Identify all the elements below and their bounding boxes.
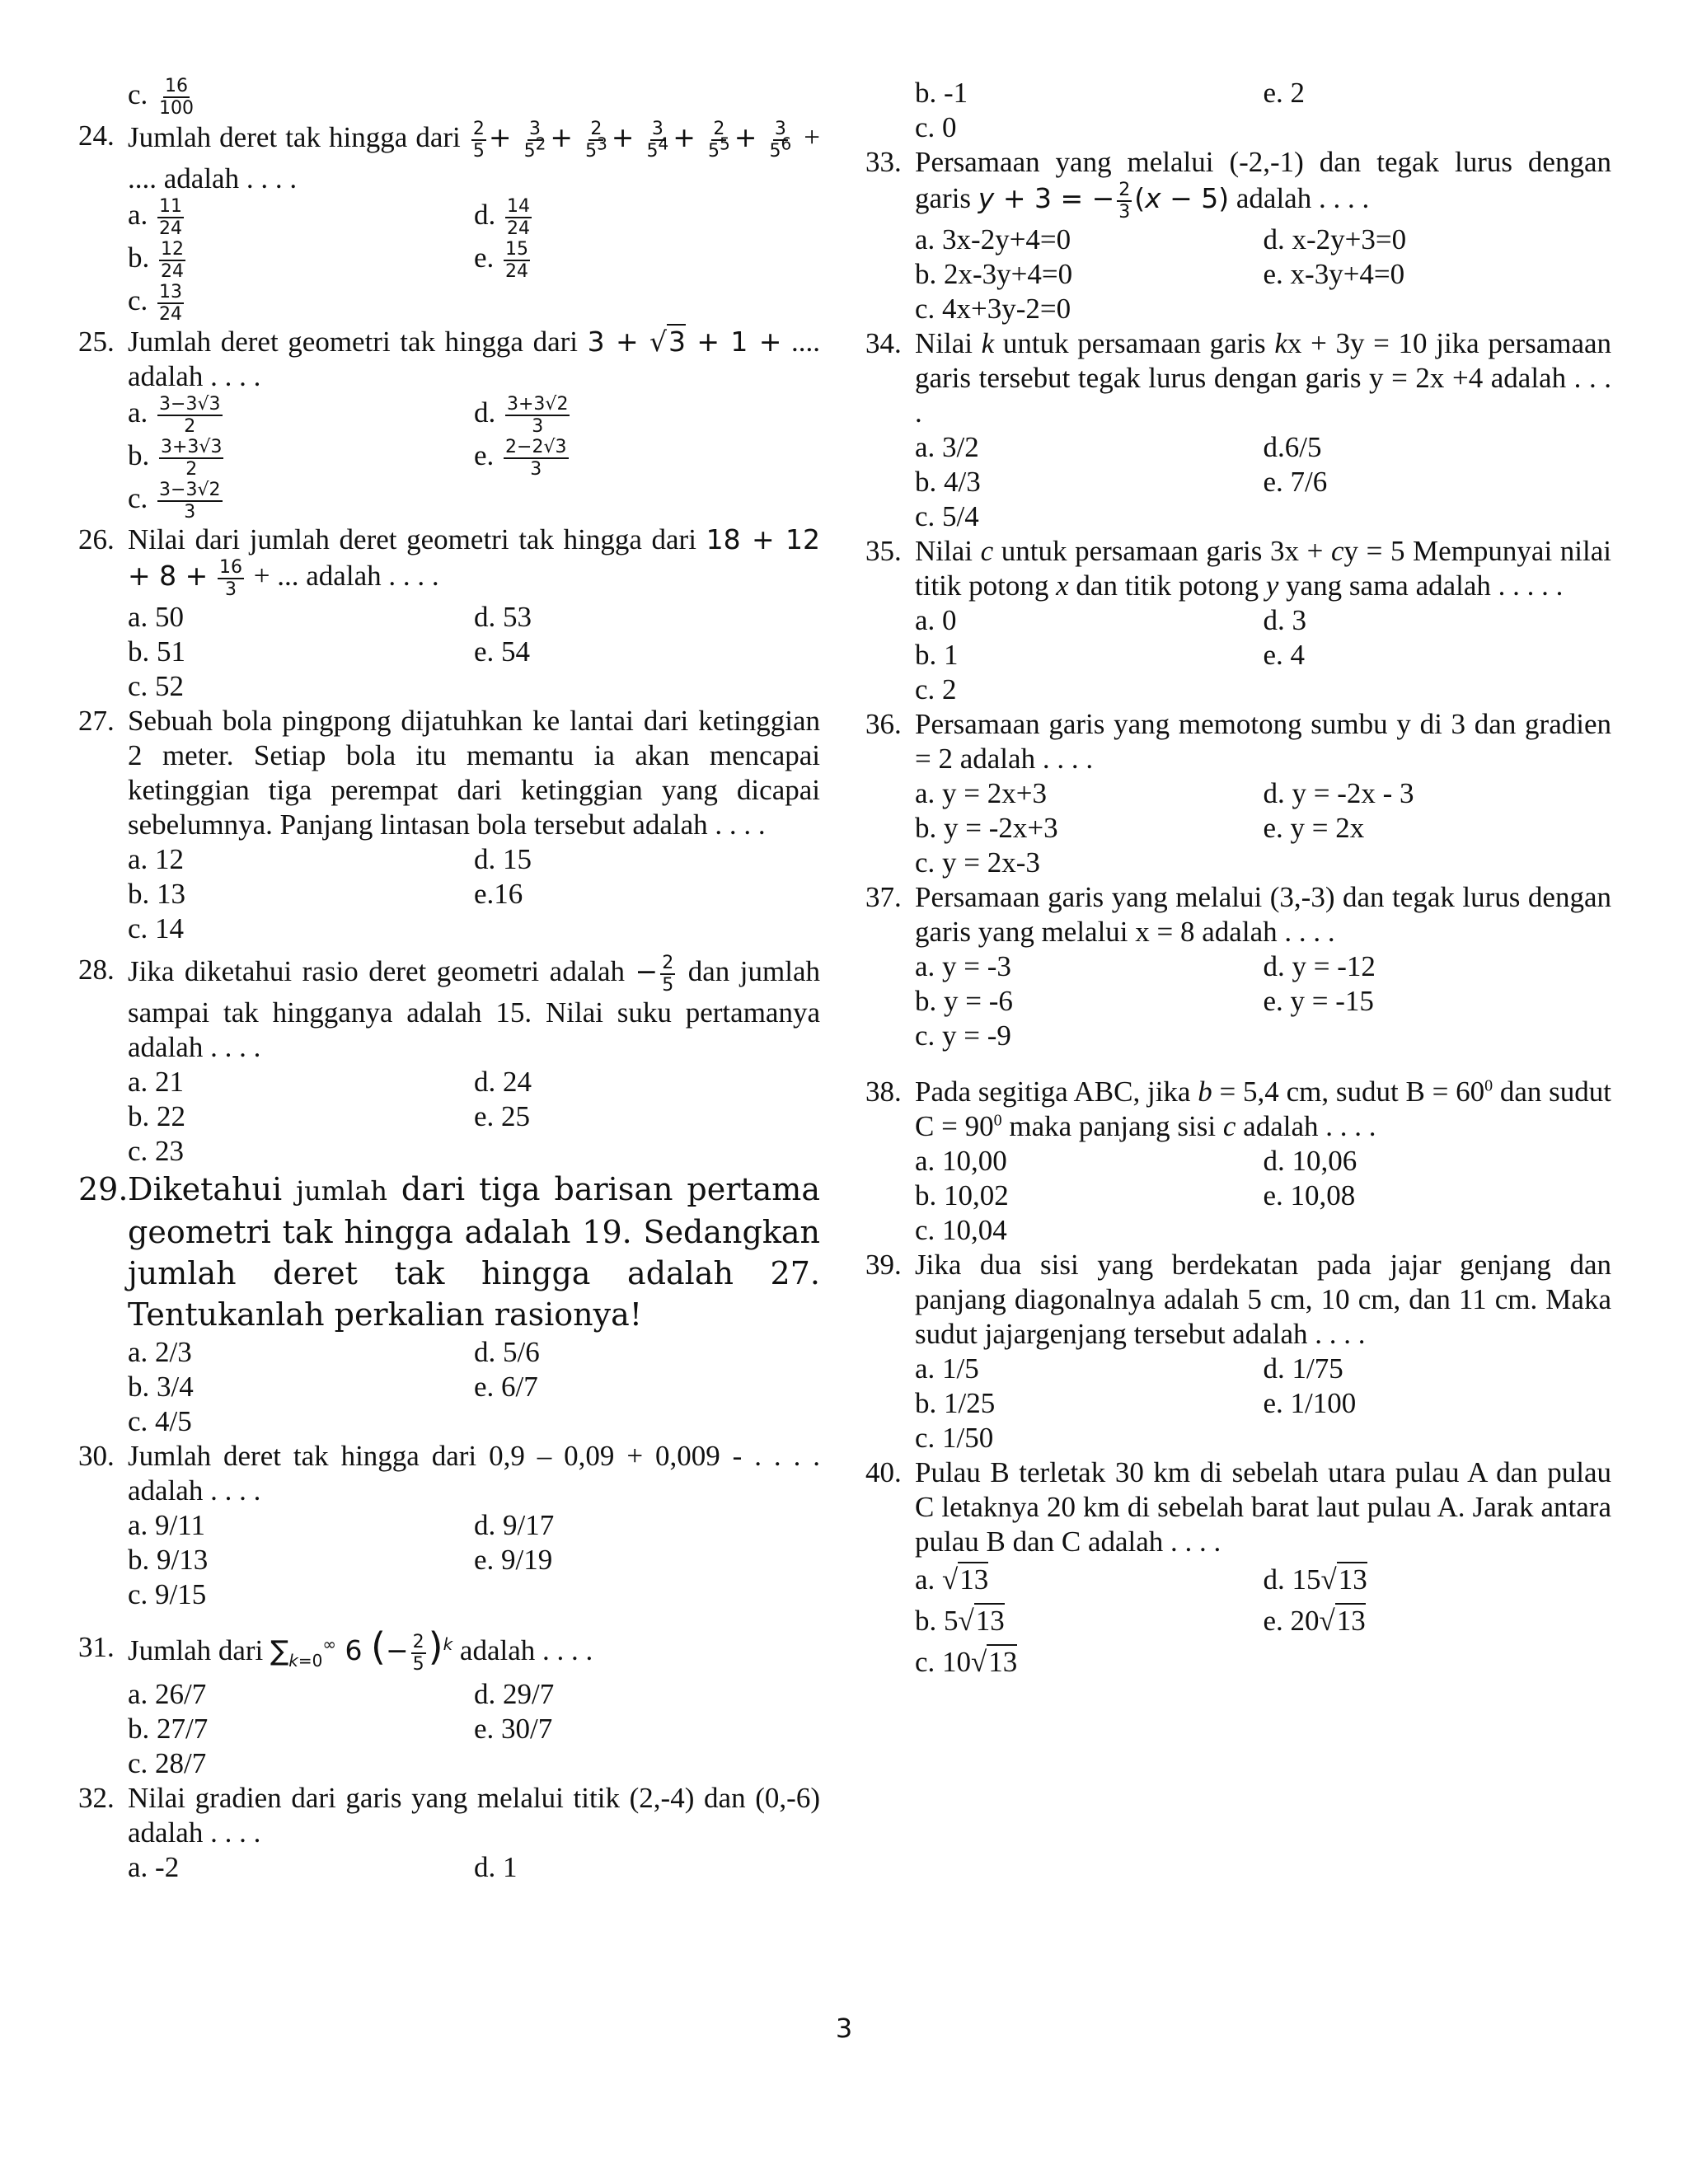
option-c: c. 2 <box>915 673 957 705</box>
question-number: 31. <box>78 1631 115 1663</box>
option-a: a. 12 <box>128 843 185 875</box>
options <box>915 949 1611 1053</box>
question-32-continued <box>865 76 1611 145</box>
question-30 <box>78 1439 820 1612</box>
question-number: 25. <box>78 326 115 358</box>
options <box>128 600 820 704</box>
question-28 <box>78 953 820 1169</box>
option-e: e. x-3y+4=0 <box>1263 258 1405 290</box>
option-e: e. 25 <box>474 1100 531 1132</box>
option-e: e. 30/7 <box>474 1713 553 1745</box>
option-a: a. y = -3 <box>915 950 1011 982</box>
option-d: d. 3 <box>1263 604 1306 636</box>
spacer <box>865 1053 1611 1075</box>
option-e: e. 54 <box>474 635 531 668</box>
option-e: e. 1/100 <box>1263 1387 1357 1419</box>
option-c: c. 5/4 <box>915 500 979 532</box>
fraction: $\frac{16}{100}$ <box>159 76 195 119</box>
option-d: d. y = -12 <box>1263 950 1376 982</box>
right-column <box>865 76 1611 1683</box>
question-stem: Sebuah bola pingpong dijatuhkan ke lantai dari ketinggian 2 meter. Setiap bola itu memantu ia akan mencapai ketinggian tiga perempat dari ketinggian yang dicapai sebelumnya. Panjang lintasan bola tersebut adalah . . . . <box>128 705 820 841</box>
question-number: 28. <box>78 954 115 986</box>
question-number: 34. <box>865 327 902 359</box>
option-a: a. y = 2x+3 <box>915 777 1048 809</box>
option-e: e. $\frac{15}{24}$ <box>474 239 529 282</box>
option-c: c. $\frac{3-3√2}{3}$ <box>128 480 221 523</box>
question-32 <box>78 1781 820 1885</box>
option-a: a. 50 <box>128 601 185 633</box>
question-stem: Persamaan garis yang melalui (3,-3) dan tegak lurus dengan garis yang melalui x = 8 adalah . . . . <box>915 881 1611 948</box>
options <box>915 603 1611 707</box>
options <box>128 1850 820 1885</box>
option-c: c. 23 <box>128 1135 185 1167</box>
question-stem: Nilai dari jumlah deret geometri tak hingga dari 18 + 12 + 8 + $\frac{16}{3}$ + ... adalah . . . . <box>128 523 820 600</box>
question-stem: Nilai gradien dari garis yang melalui titik (2,-4) dan (0,-6) adalah . . . . <box>128 1782 820 1849</box>
question-37 <box>865 880 1611 1053</box>
question-stem: Persamaan garis yang memotong sumbu y di 3 dan gradien = 2 adalah . . . . <box>915 708 1611 775</box>
option-c: c. 9/15 <box>128 1578 207 1610</box>
option-a: a. 3x-2y+4=0 <box>915 223 1071 255</box>
question-35 <box>865 534 1611 707</box>
option-d: d. $\frac{14}{24}$ <box>474 196 530 239</box>
option-c: c. y = 2x-3 <box>915 846 1040 879</box>
question-number: 24. <box>78 120 115 152</box>
option-b: b. 10,02 <box>915 1179 1009 1212</box>
option-a: a. 10,00 <box>915 1145 1007 1177</box>
question-33 <box>865 145 1611 326</box>
question-31 <box>78 1620 820 1781</box>
question-stem: Diketahui jumlah dari tiga barisan pertama geometri tak hingga adalah 19. Sedangkan jumlah deret tak hingga adalah 27. Tentukanlah perkalian rasionya! <box>128 1171 820 1333</box>
option-d: d. $\frac{3+3√2}{3}$ <box>474 394 569 437</box>
option-d: d. 15 <box>474 843 532 875</box>
option-d: d. 15√13 <box>1263 1563 1367 1596</box>
option-b: b. 5√13 <box>915 1605 1005 1637</box>
option-a: a. 9/11 <box>128 1509 205 1541</box>
option-b: b. 13 <box>128 878 185 910</box>
option-c: c. 28/7 <box>128 1747 207 1779</box>
question-stem: Jumlah deret geometri tak hingga dari 3 + √3 + 1 + .... adalah . . . . <box>128 326 821 392</box>
options <box>128 1065 820 1169</box>
option-d: d. x-2y+3=0 <box>1263 223 1407 255</box>
left-column <box>78 76 820 1885</box>
options <box>915 76 1611 145</box>
question-number: 38. <box>865 1076 902 1108</box>
options <box>128 1508 820 1612</box>
option-e: e. y = -15 <box>1263 985 1374 1017</box>
option-d: d. 5/6 <box>474 1336 540 1368</box>
question-number: 39. <box>865 1249 902 1281</box>
option-b: b. 1 <box>915 639 959 671</box>
options <box>915 223 1611 326</box>
option-b: b. 9/13 <box>128 1544 209 1576</box>
option-a: a. 2/3 <box>128 1336 192 1368</box>
option-d: d. 29/7 <box>474 1678 555 1710</box>
option-c: c. 14 <box>128 912 185 944</box>
option-c: c. $\frac{13}{24}$ <box>128 282 183 325</box>
option-b: b. 1/25 <box>915 1387 996 1419</box>
option-b: b. 4/3 <box>915 466 981 498</box>
option-c: c. 1/50 <box>915 1422 994 1454</box>
options <box>915 430 1611 534</box>
option-a: a. 0 <box>915 604 957 636</box>
option-b: b. -1 <box>915 77 968 109</box>
option-b: b. $\frac{3+3√3}{2}$ <box>128 437 223 480</box>
question-number: 35. <box>865 535 902 567</box>
question-stem: Jika diketahui rasio deret geometri adalah − $\frac{2}{5}$ dan jumlah sampai tak hingganya adalah 15. Nilai suku pertamanya adalah . . . . <box>128 953 820 1063</box>
question-26 <box>78 523 820 704</box>
option-d: d. 1/75 <box>1263 1352 1343 1385</box>
question-24 <box>78 119 820 325</box>
question-number: 30. <box>78 1440 115 1472</box>
options <box>128 196 820 325</box>
option-b: b. $\frac{12}{24}$ <box>128 239 184 282</box>
question-number: 40. <box>865 1456 902 1488</box>
question-number: 27. <box>78 705 115 737</box>
option-b: b. 22 <box>128 1100 185 1132</box>
option-e: e. 4 <box>1263 639 1306 671</box>
question-38 <box>865 1075 1611 1248</box>
option-c: c. $\frac{16}{100}$ <box>128 76 195 119</box>
option-e: e. 10,08 <box>1263 1179 1356 1212</box>
option-c: c. 0 <box>915 111 957 143</box>
question-stem: Pada segitiga ABC, jika b = 5,4 cm, sudut $B = 60^0$ dan sudut $C = 90^0$ maka panjang sisi c adalah . . . . <box>915 1076 1612 1142</box>
option-b: b. 51 <box>128 635 185 668</box>
option-a: a. 26/7 <box>128 1678 207 1710</box>
question-39 <box>865 1248 1611 1455</box>
options <box>128 1677 820 1781</box>
option-b: b. 3/4 <box>128 1371 194 1403</box>
options <box>128 1335 820 1439</box>
question-stem: Nilai k untuk persamaan garis kx + 3y = 10 jika persamaan garis tersebut tegak lurus dengan garis y = 2x +4 adalah . . . . <box>915 327 1612 429</box>
option-d: d. y = -2x - 3 <box>1263 777 1414 809</box>
option-c: c. y = -9 <box>915 1019 1011 1052</box>
question-stem: Jika dua sisi yang berdekatan pada jajar genjang dan panjang diagonalnya adalah 5 cm, 10 cm, dan 11 cm. Maka sudut jajargenjang tersebut adalah . . . . <box>915 1249 1611 1350</box>
option-c: c. 52 <box>128 670 185 702</box>
question-25 <box>78 325 820 523</box>
options <box>915 1144 1611 1248</box>
option-c: c. 4/5 <box>128 1405 192 1437</box>
question-number: 29. <box>78 1171 129 1207</box>
option-e: e. 7/6 <box>1263 466 1328 498</box>
question-stem: Jumlah deret tak hingga dari $\frac{2}{5}$ + $\frac{3}{5^2}$ + $\frac{2}{5^3}$ + $\frac{3}{5^4}$ + $\frac{2}{5^5}$ + $\frac{3}{5^6}$ + .... adalah . . . . <box>128 119 821 194</box>
question-stem: Pulau B terletak 30 km di sebelah utara pulau A dan pulau C letaknya 20 km di sebelah barat laut pulau A. Jarak antara pulau B dan C adalah . . . . <box>915 1456 1611 1558</box>
options <box>128 394 820 523</box>
question-27 <box>78 704 820 946</box>
question-number: 33. <box>865 146 902 178</box>
options <box>128 842 820 946</box>
option-e: e. 20√13 <box>1263 1605 1366 1637</box>
question-23-tail <box>78 76 820 119</box>
option-d: d. 9/17 <box>474 1509 555 1541</box>
option-d: d. 53 <box>474 601 532 633</box>
option-c: c. 4x+3y-2=0 <box>915 293 1071 325</box>
option-a: a. 1/5 <box>915 1352 979 1385</box>
page-number: 3 <box>835 2013 853 2044</box>
question-number: 37. <box>865 881 902 913</box>
option-b: b. 27/7 <box>128 1713 209 1745</box>
option-a: a. $\frac{3-3√3}{2}$ <box>128 394 221 437</box>
question-stem: Persamaan yang melalui (-2,-1) dan tegak lurus dengan garis y + 3 = − $\frac{2}{3}$ (x − 5) adalah . . . . <box>915 146 1611 223</box>
option-d: d.6/5 <box>1263 431 1322 463</box>
option-d: d. 10,06 <box>1263 1145 1357 1177</box>
option-a: a. 21 <box>128 1066 185 1098</box>
option-e: e. 6/7 <box>474 1371 538 1403</box>
option-a: a. √13 <box>915 1563 989 1596</box>
option-e: e. 2 <box>1263 77 1306 109</box>
option-b: b. y = -6 <box>915 985 1013 1017</box>
option-d: d. 1 <box>474 1851 518 1883</box>
option-b: b. y = -2x+3 <box>915 812 1058 844</box>
question-40 <box>865 1455 1611 1683</box>
question-stem: Jumlah dari $\sum_{k=0}^\infty$ 6 (− $\frac{2}{5}$ )$^k$ adalah . . . . <box>128 1624 593 1675</box>
option-e: e. y = 2x <box>1263 812 1365 844</box>
option-b: b. 2x-3y+4=0 <box>915 258 1073 290</box>
option-e: e. 9/19 <box>474 1544 553 1576</box>
options <box>915 1352 1611 1455</box>
question-number: 36. <box>865 708 902 740</box>
option-e: e.16 <box>474 878 523 910</box>
question-29 <box>78 1169 820 1439</box>
option-a: a. -2 <box>128 1851 180 1883</box>
question-34 <box>865 326 1611 534</box>
options <box>915 1559 1611 1683</box>
option-e: e. $\frac{2-2√3}{3}$ <box>474 437 567 480</box>
question-stem: Jumlah deret tak hingga dari 0,9 – 0,09 + 0,009 - . . . . adalah . . . . <box>128 1440 820 1507</box>
option-d: d. 24 <box>474 1066 532 1098</box>
question-36 <box>865 707 1611 880</box>
options <box>915 776 1611 880</box>
option-c: c. 10√13 <box>915 1646 1018 1678</box>
option-c: c. 10,04 <box>915 1214 1007 1246</box>
question-number: 32. <box>78 1782 115 1814</box>
option-a: a. $\frac{11}{24}$ <box>128 196 183 239</box>
question-stem: Nilai c untuk persamaan garis 3x + cy = 5 Mempunyai nilai titik potong x dan titik potong y yang sama adalah . . . . . <box>915 535 1612 602</box>
option-a: a. 3/2 <box>915 431 979 463</box>
question-number: 26. <box>78 523 115 555</box>
